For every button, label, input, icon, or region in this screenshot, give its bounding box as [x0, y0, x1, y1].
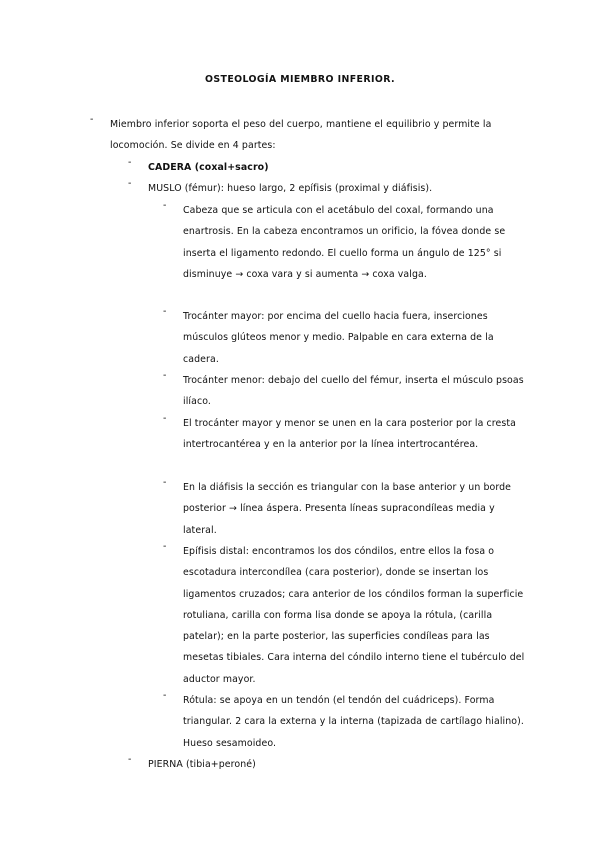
section-pierna: PIERNA (tibia+peroné): [148, 759, 256, 770]
bullet-dash: -: [163, 200, 167, 211]
bullet-dash: -: [163, 306, 167, 317]
bullet-dash: -: [163, 370, 167, 381]
page-title: OSTEOLOGÍA MIEMBRO INFERIOR.: [205, 74, 395, 85]
list-item-trocanter-mayor: Trocánter mayor: por encima del cuello hacia fuera, inserciones músculos glúteos menor y medio. Palpable en cara externa de la cadera.: [183, 311, 494, 365]
bullet-dash: -: [163, 477, 167, 488]
list-item-diafisis: En la diáfisis la sección es triangular con la base anterior y un borde posterior → línea áspera. Presenta líneas supracondíleas media y lateral.: [183, 482, 512, 536]
bullet-dash: -: [128, 178, 132, 189]
bullet-dash: -: [163, 413, 167, 424]
section-muslo: MUSLO (fémur): hueso largo, 2 epífisis (proximal y diáfisis).: [148, 183, 433, 194]
list-item-union-trocanteres: El trocánter mayor y menor se unen en la cara posterior por la cresta intertrocantérea y en la anterior por la línea intertrocantérea.: [183, 418, 516, 451]
list-item-epifisis-distal: Epífisis distal: encontramos los dos cóndilos, entre ellos la fosa o escotadura intercondílea (cara posterior), donde se insertan los ligamentos cruzados; cara anterior de los cóndilos forman la superficie rotuliana, carilla con forma lisa donde se apoya la rótula, (carilla patelar); en la parte posterior, las superficies condíleas para las mesetas tibiales. Cara interna del cóndilo interno tiene el tubérculo del aductor mayor.: [183, 546, 525, 685]
bullet-dash: -: [128, 754, 132, 765]
list-item-rotula: Rótula: se apoya en un tendón (el tendón del cuádriceps). Forma triangular. 2 cara la externa y la interna (tapizada de cartílago hialino). Hueso sesamoideo.: [183, 695, 524, 749]
bullet-dash: -: [128, 157, 132, 168]
bullet-dash: -: [163, 541, 167, 552]
bullet-dash: -: [90, 114, 94, 125]
list-item-cabeza: Cabeza que se articula con el acetábulo del coxal, formando una enartrosis. En la cabeza encontramos un orificio, la fóvea donde se inserta el ligamento redondo. El cuello forma un ángulo de 125° si disminuye → coxa vara y si aumenta → coxa valga.: [183, 205, 506, 280]
intro-paragraph: Miembro inferior soporta el peso del cuerpo, mantiene el equilibrio y permite la locomoción. Se divide en 4 partes:: [110, 119, 492, 152]
section-cadera: CADERA (coxal+sacro): [148, 162, 269, 173]
bullet-dash: -: [163, 690, 167, 701]
list-item-trocanter-menor: Trocánter menor: debajo del cuello del fémur, inserta el músculo psoas ilíaco.: [183, 375, 524, 408]
